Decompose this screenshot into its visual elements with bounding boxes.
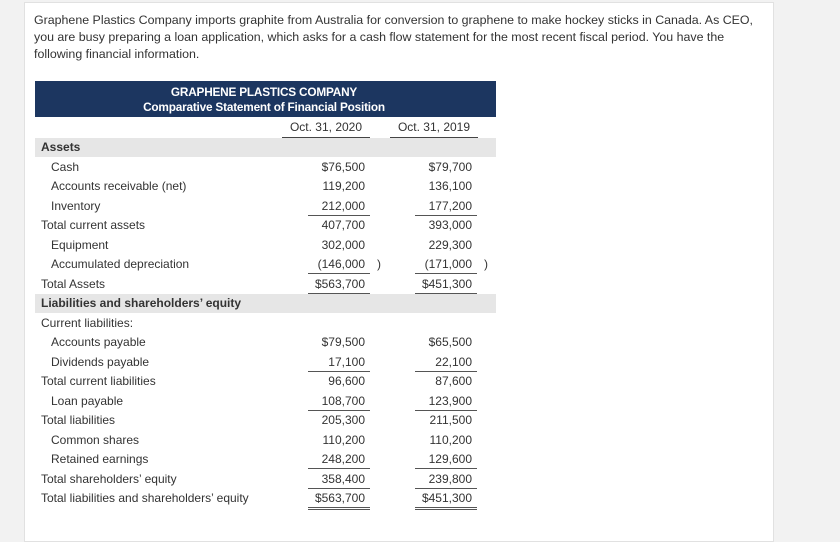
table-row (35, 314, 505, 333)
table-row (35, 255, 505, 274)
row-label: Inventory (51, 198, 101, 213)
value-2019: 123,900 (428, 393, 472, 408)
table-row (35, 392, 505, 411)
row-label: Accounts receivable (net) (51, 179, 187, 193)
value-2019: $451,300 (421, 491, 472, 505)
row-label: Retained earnings (51, 452, 149, 466)
row-label: Total Assets (41, 276, 106, 291)
value-2020: 108,700 (321, 393, 365, 408)
double-underline (415, 507, 477, 510)
value-2019: 177,200 (428, 198, 472, 213)
table-row (35, 275, 505, 294)
row-label: Liabilities and shareholders’ equity (41, 296, 242, 310)
value-2020: 17,100 (328, 354, 365, 369)
value-2020: $563,700 (314, 276, 365, 291)
closing-parenthesis: ) (377, 257, 381, 271)
table-row (35, 411, 505, 430)
row-label: Total current assets (41, 218, 146, 232)
value-2020: 407,700 (321, 218, 365, 232)
value-2020: 119,200 (322, 179, 365, 193)
row-label: Accounts payable (51, 335, 146, 349)
table-row (35, 216, 505, 235)
value-2019: $79,700 (428, 159, 472, 174)
table-row (35, 489, 505, 508)
table-row (35, 177, 505, 196)
statement-title: Comparative Statement of Financial Position (143, 100, 385, 114)
value-2020: $79,500 (321, 335, 365, 349)
value-2019: 239,800 (428, 471, 472, 486)
value-2020: 358,400 (321, 471, 365, 486)
statement-header (35, 81, 496, 117)
value-2020: 110,200 (322, 432, 365, 447)
value-2019: 129,600 (428, 452, 472, 466)
table-row (35, 158, 505, 177)
table-row (35, 236, 505, 255)
closing-parenthesis: ) (484, 257, 488, 271)
row-label: Assets (41, 140, 81, 154)
company-name: GRAPHENE PLASTICS COMPANY (170, 85, 358, 99)
row-label: Total shareholders’ equity (41, 471, 177, 486)
value-2020: (146,000 (317, 257, 365, 271)
value-2019: 211,500 (429, 413, 472, 427)
value-2019: 393,000 (428, 218, 472, 232)
row-label: Common shares (51, 432, 140, 447)
value-2019: 229,300 (428, 237, 472, 252)
value-2019: (171,000 (424, 257, 472, 271)
value-2019: 136,100 (428, 179, 472, 193)
table-row (35, 372, 505, 391)
row-label: Current liabilities: (41, 315, 134, 330)
value-2019: $451,300 (421, 276, 472, 291)
intro-text: Graphene Plastics Company imports graphite from Australia for conversion to graphene to make hockey sticks in Canada. As CEO, you are busy preparing a loan application, which asks for a cash flow statement for the most recent fiscal period. You have the following financial information. (34, 13, 754, 61)
value-2020: $76,500 (321, 159, 365, 174)
value-2020: 248,200 (321, 452, 365, 466)
row-label: Equipment (51, 237, 109, 252)
row-label: Total liabilities and shareholders’ equity (41, 491, 249, 505)
row-label: Loan payable (51, 393, 124, 408)
row-label: Total current liabilities (41, 374, 156, 388)
table-row (35, 333, 505, 352)
double-underline (308, 507, 370, 510)
value-2019: 110,200 (429, 432, 472, 447)
value-2019: 22,100 (435, 354, 472, 369)
value-2020: 205,300 (321, 413, 365, 427)
table-row (35, 450, 505, 469)
value-2020: $563,700 (314, 491, 365, 505)
value-2020: 212,000 (321, 198, 365, 213)
table-row (35, 431, 505, 450)
row-label: Dividends payable (51, 354, 150, 369)
row-label: Cash (51, 159, 80, 174)
value-2020: 302,000 (321, 237, 365, 252)
value-2019: 87,600 (435, 374, 472, 388)
row-label: Accumulated depreciation (51, 257, 190, 271)
value-2020: 96,600 (328, 374, 365, 388)
row-label: Total liabilities (41, 413, 116, 427)
column-header-2020: Oct. 31, 2020 (289, 120, 363, 134)
table-row (35, 197, 505, 216)
value-2019: $65,500 (428, 335, 472, 349)
table-row (35, 138, 505, 157)
table-row (35, 470, 505, 489)
column-header-2019: Oct. 31, 2019 (397, 120, 471, 134)
table-row (35, 294, 505, 313)
table-row (35, 353, 505, 372)
